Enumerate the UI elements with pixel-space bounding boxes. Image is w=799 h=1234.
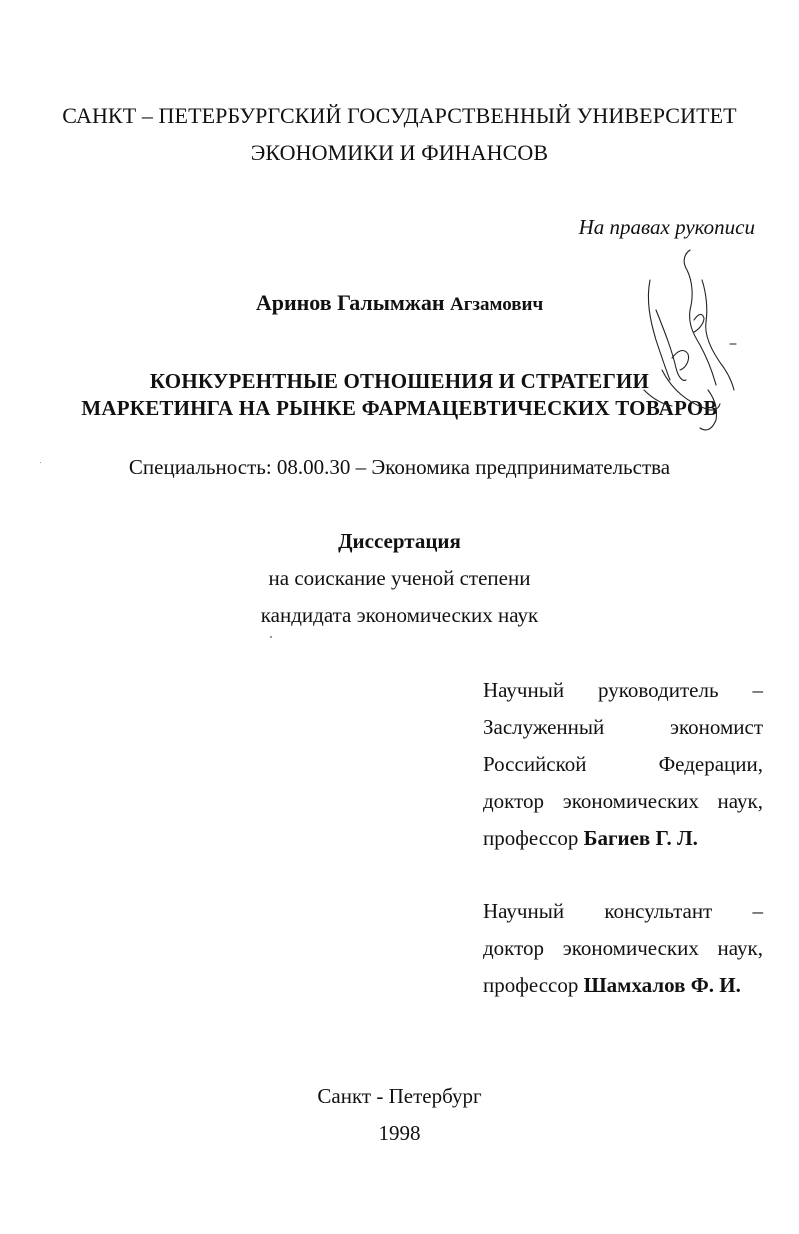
supervisor-line-5: [483, 825, 763, 851]
paper-speck: [270, 636, 272, 638]
consultant-title: профессор: [483, 973, 579, 997]
supervisor-line-1: [483, 677, 763, 703]
consultant-dash: –: [752, 899, 763, 923]
dissertation-heading: Диссертация: [338, 529, 461, 553]
consultant-line-2: [483, 935, 763, 961]
dissertation-line-1: на соискание ученой степени: [268, 566, 531, 590]
supervisor-title: профессор: [483, 826, 579, 850]
supervisor-word: Российской: [483, 752, 587, 776]
consultant-word: наук,: [717, 936, 763, 960]
title-line-2: МАРКЕТИНГА НА РЫНКЕ ФАРМАЦЕВТИЧЕСКИХ ТОВАРОВ: [81, 396, 718, 420]
university-line-2: ЭКОНОМИКИ И ФИНАНСОВ: [250, 140, 549, 165]
supervisor-word: экономист: [669, 715, 763, 739]
city: Санкт - Петербург: [317, 1084, 482, 1108]
specialty: Специальность: 08.00.30 – Экономика предпринимательства: [128, 455, 671, 479]
consultant-name: Шамхалов Ф. И.: [583, 973, 741, 997]
consultant-word: Научный: [483, 899, 565, 923]
supervisor-word: доктор: [483, 789, 545, 813]
supervisor-line-4: [483, 788, 763, 814]
supervisor-word: Научный: [483, 678, 565, 702]
supervisor-word: Федерации,: [658, 752, 763, 776]
supervisor-name: Багиев Г. Л.: [583, 826, 698, 850]
paper-speck: [40, 462, 41, 463]
year: 1998: [378, 1121, 421, 1145]
consultant-line-1: [483, 898, 763, 924]
supervisor-word: экономических: [562, 789, 699, 813]
title-line-1: КОНКУРЕНТНЫЕ ОТНОШЕНИЯ И СТРАТЕГИИ: [149, 369, 650, 393]
signature-icon: [632, 240, 752, 440]
author-first-last: Аринов Галымжан: [255, 290, 445, 315]
consultant-line-3: [483, 972, 763, 998]
manuscript-note: На правах рукописи: [578, 215, 755, 239]
supervisor-word: наук,: [717, 789, 763, 813]
supervisor-line-3: [483, 751, 763, 777]
consultant-word: доктор: [483, 936, 545, 960]
author-patronymic: Агзамович: [450, 294, 544, 315]
supervisor-dash: –: [752, 678, 763, 702]
dissertation-line-2: кандидата экономических наук: [260, 603, 539, 627]
supervisor-word: Заслуженный: [483, 715, 605, 739]
consultant-word: экономических: [562, 936, 699, 960]
consultant-word: консультант: [604, 899, 713, 923]
university-line-1: САНКТ – ПЕТЕРБУРГСКИЙ ГОСУДАРСТВЕННЫЙ УНИВЕРСИТЕТ: [62, 103, 737, 128]
supervisor-line-2: [483, 714, 763, 740]
supervisor-word: руководитель: [598, 678, 719, 702]
